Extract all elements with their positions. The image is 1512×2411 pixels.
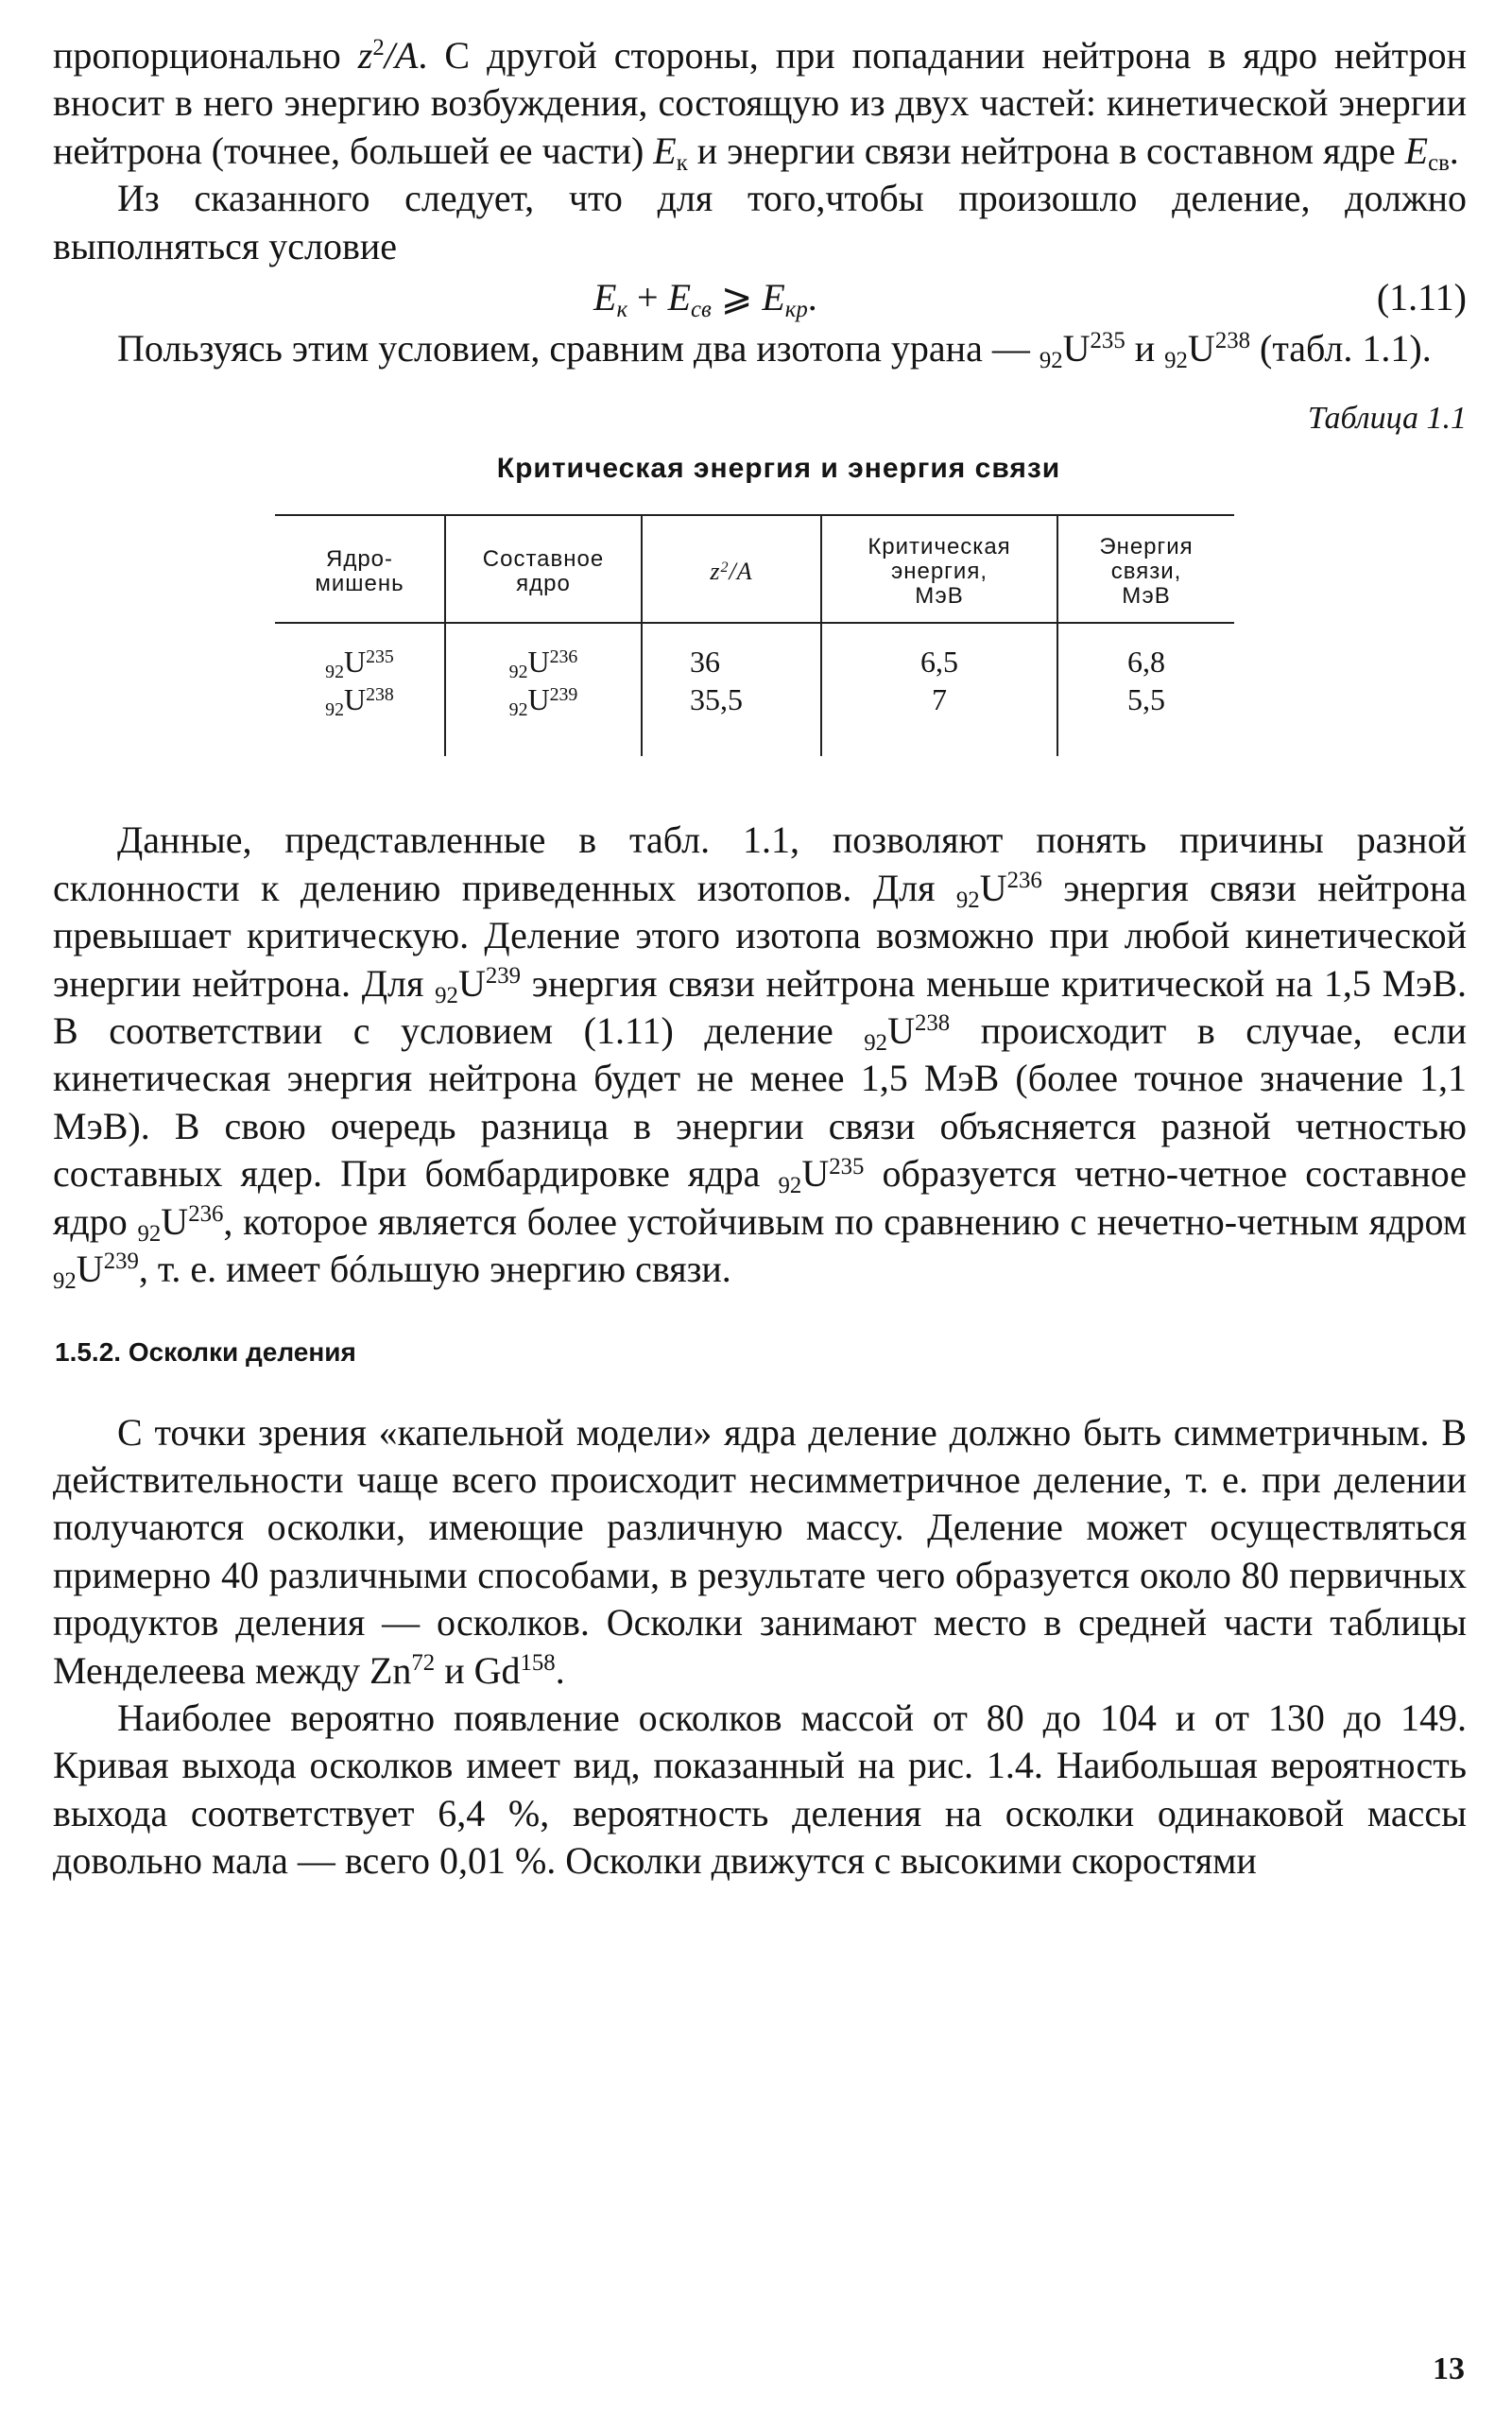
text-run: Пользуясь этим условием, сравним два изотопа урана — bbox=[117, 327, 1040, 370]
element-mass-number: 158 bbox=[520, 1649, 556, 1676]
eq-e1-subscript: к bbox=[616, 296, 628, 322]
isotope-atomic-number: 92 bbox=[778, 1173, 802, 1199]
text-run: С точки зрения «капельной модели» ядра деление должно быть симметричным. В действительности чаще всего происходит несимметричное деление, т. е. при делении получаются осколки, имеющие различную массу. Деление может осуществляться примерно 40 различными способами, в результате чего образуется около 80 первичных продуктов деления — осколков. Осколки занимают место в средней части таблицы Менделеева между bbox=[53, 1410, 1467, 1692]
text-run: . bbox=[555, 1648, 565, 1692]
text-run: происходит в случае, если кинетическая энергия нейтрона будет не менее 1,5 МэВ (более точное значение 1,1 МэВ). В свою очередь разница в энергии связи объясняется разной четностью составных ядер. При бомбардировке ядра bbox=[53, 1009, 1467, 1196]
page-number: 13 bbox=[1433, 2351, 1465, 2386]
header-line: Критическая bbox=[868, 534, 1011, 560]
header-a: /A bbox=[729, 558, 753, 586]
isotope-entry bbox=[452, 643, 635, 680]
text-run: и bbox=[1125, 327, 1165, 370]
element-symbol: Zn bbox=[369, 1648, 412, 1692]
isotope-mass-number: 238 bbox=[914, 1010, 951, 1037]
isotope-atomic-number: 92 bbox=[325, 661, 344, 682]
a-variable: /A bbox=[384, 34, 419, 77]
isotope-mass-number: 238 bbox=[1214, 328, 1251, 354]
isotope-mass-number: 235 bbox=[1090, 328, 1125, 354]
text-run: энергия связи нейтрона меньше критической на 1,5 МэВ. В соответствии с условием (1.11) деление bbox=[53, 961, 1468, 1053]
ek-subscript: к bbox=[676, 149, 688, 176]
eq-e2: E bbox=[667, 276, 692, 319]
isotope-atomic-number: 92 bbox=[864, 1030, 888, 1056]
cell-binding-energy bbox=[1057, 623, 1234, 756]
paragraph-fragment-yield: Наиболее вероятно появление осколков массой от 80 до 104 и от 130 до 149. Кривая выхода осколков имеет вид, показанный на рис. 1.4. Наибольшая вероятность выхода соответствует 6,4 %, вероятность деления на осколки одинаковой массы довольно мала — всего 0,01 %. Осколки движутся с высокими скоростями bbox=[53, 1696, 1467, 1883]
isotope-mass-number: 236 bbox=[549, 646, 578, 667]
page-body bbox=[53, 32, 1467, 1886]
header-line: МэВ bbox=[915, 583, 964, 610]
header-line: Ядро- bbox=[325, 546, 394, 573]
header-target bbox=[275, 515, 445, 623]
isotope-entry bbox=[281, 643, 438, 680]
cell-critical-energy bbox=[821, 623, 1057, 756]
header-z: z bbox=[710, 558, 721, 586]
esv-variable: E bbox=[1404, 129, 1429, 172]
table-title: Критическая энергия и энергия связи bbox=[496, 453, 1061, 485]
isotope-atomic-number: 92 bbox=[435, 982, 458, 1008]
isotope-atomic-number: 92 bbox=[137, 1220, 162, 1247]
paragraph-compare-isotopes bbox=[53, 325, 1467, 372]
isotope-entry bbox=[281, 680, 438, 718]
header-line: мишень bbox=[315, 571, 404, 597]
eq-dot: . bbox=[807, 276, 817, 319]
ek-variable: E bbox=[653, 129, 677, 172]
isotope-symbol: U bbox=[343, 645, 367, 680]
text-run: (табл. 1.1). bbox=[1250, 327, 1432, 370]
binding-energy-value: 6,8 bbox=[1127, 645, 1165, 680]
esv-subscript: св bbox=[1428, 149, 1450, 176]
text-run: энергия связи нейтрона превышает критическую. Деление этого изотопа возможно при любой кинетической энергии нейтрона. Для bbox=[53, 866, 1467, 1005]
binding-energy-value: 5,5 bbox=[1127, 682, 1165, 717]
critical-energy-value: 7 bbox=[932, 682, 947, 717]
eq-e3: E bbox=[762, 276, 785, 319]
header-critical-energy bbox=[821, 515, 1057, 623]
isotope-mass-number: 239 bbox=[549, 683, 578, 705]
isotope-symbol: U bbox=[1187, 327, 1215, 370]
paragraph-excitation-energy bbox=[53, 32, 1467, 175]
isotope-mass-number: 239 bbox=[103, 1249, 139, 1275]
text-run: Данные, представленные в табл. 1.1, позволяют понять причины разной склонности к делению приведенных изотопов. Для bbox=[53, 818, 1467, 909]
critical-energy-value: 6,5 bbox=[920, 645, 958, 680]
isotope-atomic-number: 92 bbox=[1039, 347, 1063, 373]
isotope-symbol: U bbox=[343, 682, 367, 717]
isotope-symbol: U bbox=[161, 1199, 189, 1243]
equation-number: (1.11) bbox=[1376, 276, 1467, 319]
z2a-value: 36 bbox=[690, 645, 720, 680]
header-line: ядро bbox=[516, 571, 571, 597]
isotope-entry bbox=[452, 680, 635, 718]
paragraph-condition: Из сказанного следует, что для того,чтобы произошло деление, должно выполняться условие bbox=[53, 177, 1467, 267]
isotope-atomic-number: 92 bbox=[508, 661, 528, 682]
isotope-mass-number: 235 bbox=[366, 646, 394, 667]
z2a-value: 35,5 bbox=[690, 682, 743, 717]
isotope-mass-number: 236 bbox=[188, 1201, 224, 1228]
paragraph-table-analysis bbox=[53, 817, 1467, 1293]
header-binding-energy bbox=[1057, 515, 1234, 623]
eq-geq: ⩾ bbox=[711, 276, 763, 319]
isotope-mass-number: 239 bbox=[485, 963, 522, 990]
cell-compound bbox=[445, 623, 642, 756]
isotope-symbol: U bbox=[76, 1248, 104, 1291]
isotope-atomic-number: 92 bbox=[508, 698, 528, 720]
isotope-atomic-number: 92 bbox=[325, 698, 344, 720]
eq-e1: E bbox=[593, 276, 617, 319]
isotope-mass-number: 236 bbox=[1006, 868, 1042, 894]
text-run: , т. е. имеет бóльшую энергию связи. bbox=[138, 1248, 731, 1291]
header-compound bbox=[445, 515, 642, 623]
isotope-atomic-number: 92 bbox=[1164, 347, 1188, 373]
paragraph-fission-fragments bbox=[53, 1409, 1467, 1695]
header-z-exponent: 2 bbox=[720, 559, 730, 576]
text-run: , которое является более устойчивым по сравнению с нечетно-четным ядром bbox=[223, 1199, 1468, 1243]
isotope-atomic-number: 92 bbox=[53, 1268, 77, 1295]
z-exponent: 2 bbox=[372, 35, 385, 61]
header-line: МэВ bbox=[1122, 583, 1171, 610]
eq-e3-subscript: кр bbox=[784, 296, 808, 322]
header-line: энергия, bbox=[890, 559, 988, 585]
header-line: Составное bbox=[482, 546, 605, 573]
section-heading: 1.5.2. Осколки деления bbox=[55, 1336, 356, 1367]
text-run: . С другой стороны, при попадании нейтрона в ядро нейтрон вносит в него энергию возбуждения, состоящую из двух частей: кинетической энергии нейтрона (точнее, большей ее части) bbox=[53, 34, 1467, 172]
isotope-atomic-number: 92 bbox=[955, 887, 980, 913]
text-run: и bbox=[435, 1648, 474, 1692]
energy-table bbox=[275, 514, 1234, 756]
header-z2a bbox=[642, 515, 821, 623]
header-line: Энергия bbox=[1099, 534, 1194, 560]
cell-z2a bbox=[642, 623, 821, 756]
text-run: . bbox=[1449, 129, 1459, 172]
cell-target bbox=[275, 623, 445, 756]
isotope-symbol: U bbox=[457, 961, 486, 1005]
isotope-symbol: U bbox=[887, 1009, 915, 1053]
eq-plus: + bbox=[627, 276, 668, 319]
isotope-symbol: U bbox=[527, 682, 550, 717]
isotope-mass-number: 238 bbox=[366, 683, 394, 705]
isotope-symbol: U bbox=[1062, 327, 1091, 370]
isotope-symbol: U bbox=[979, 866, 1007, 909]
isotope-mass-number: 235 bbox=[829, 1153, 865, 1180]
eq-e2-subscript: св bbox=[691, 296, 712, 322]
equation-body bbox=[593, 270, 817, 325]
element-symbol: Gd bbox=[473, 1648, 521, 1692]
isotope-symbol: U bbox=[801, 1152, 830, 1196]
z-variable: z bbox=[357, 34, 373, 77]
table-caption: Таблица 1.1 bbox=[1307, 401, 1467, 437]
header-line: связи, bbox=[1110, 559, 1182, 585]
text-run: пропорционально bbox=[53, 34, 358, 77]
element-mass-number: 72 bbox=[411, 1649, 436, 1676]
table-row bbox=[275, 623, 1234, 756]
equation-1-11 bbox=[53, 270, 1467, 325]
table-header-row bbox=[275, 515, 1234, 623]
isotope-symbol: U bbox=[527, 645, 550, 680]
text-run: и энергии связи нейтрона в составном ядре bbox=[687, 129, 1405, 172]
text-run: образуется четно-четное составное ядро bbox=[53, 1152, 1467, 1243]
